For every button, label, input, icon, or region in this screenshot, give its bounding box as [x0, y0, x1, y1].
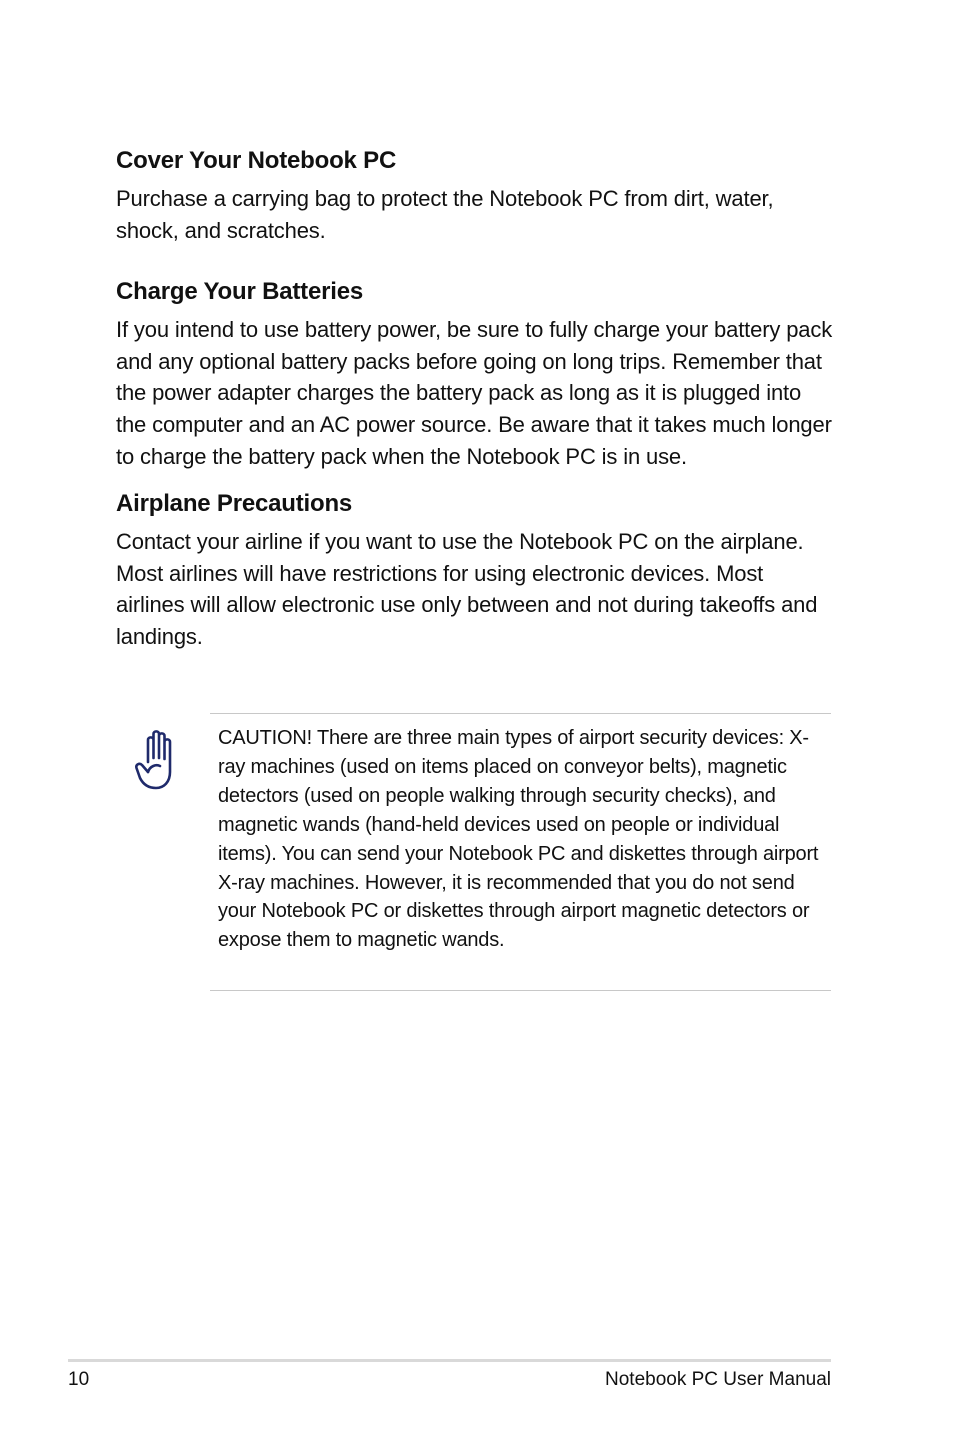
footer-divider	[68, 1359, 831, 1362]
section-cover-notebook	[116, 145, 836, 246]
section-body: If you intend to use battery power, be sure to fully charge your battery pack and any optional battery packs before going on long trips. Remember that the power adapter charges the battery pack as long as it is plugged into the computer and an AC power source. Be aware that it takes much longer to charge the battery pack when the Notebook PC is in use.	[116, 317, 833, 469]
section-airplane-precautions	[116, 488, 836, 652]
page-number: 10	[68, 1369, 90, 1390]
caution-box	[210, 713, 831, 991]
section-body: Contact your airline if you want to use the Notebook PC on the airplane. Most airlines will have restrictions for using electronic devices. Most airlines will allow electronic use only between and not during takeoffs and landings.	[116, 529, 818, 649]
section-body: Purchase a carrying bag to protect the Notebook PC from dirt, water, shock, and scratches.	[116, 186, 774, 243]
section-heading: Charge Your Batteries	[116, 278, 363, 306]
caution-text: CAUTION! There are three main types of airport security devices: X-ray machines (used on items placed on conveyor belts), magnetic detectors (used on people walking through security checks), and magnetic wands (hand-held devices used on people or individual items). You can send your Notebook PC and diskettes through airport X-ray machines. However, it is recommended that you do not send your Notebook PC or diskettes through airport magnetic detectors or expose them to magnetic wands.	[218, 727, 819, 952]
hand-stop-icon	[134, 728, 182, 792]
page-content	[116, 145, 836, 653]
section-heading: Cover Your Notebook PC	[116, 147, 397, 174]
section-charge-batteries	[116, 276, 836, 472]
section-heading: Airplane Precautions	[116, 490, 353, 518]
manual-title: Notebook PC User Manual	[605, 1369, 831, 1390]
